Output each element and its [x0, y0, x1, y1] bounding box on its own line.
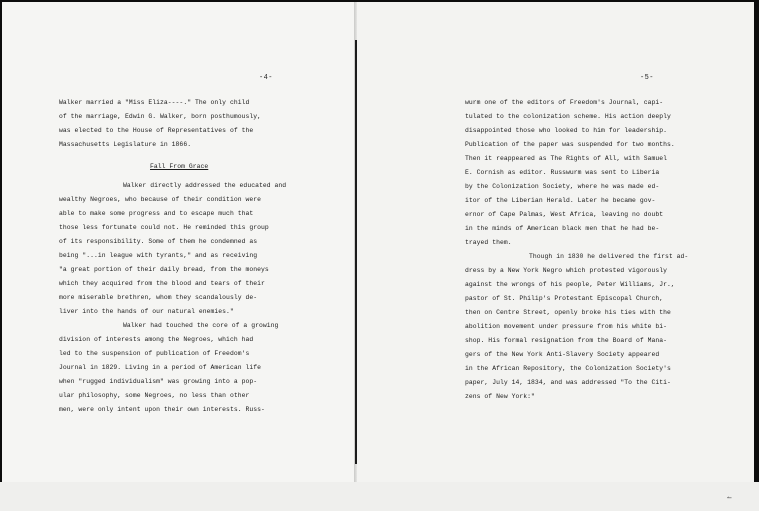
- scan-bottom-band: [0, 482, 759, 511]
- text-line: zens of New York:": [465, 393, 535, 400]
- text-line: more miserable brethren, whom they scandalously de-: [59, 294, 258, 301]
- text-line: led to the suspension of publication of Freedom's: [59, 350, 250, 357]
- book-spread: [2, 2, 754, 482]
- page-number-right: -5-: [640, 74, 654, 82]
- text-line: disappointed those who looked to him for leadership.: [465, 127, 668, 134]
- text-line: ular philosophy, some Negroes, no less than other: [59, 392, 250, 399]
- text-line: Though in 1830 he delivered the first ad-: [529, 253, 689, 260]
- text-line: able to make some progress and to escape much that: [59, 210, 254, 217]
- corner-arrow-icon: ↼: [727, 494, 732, 503]
- text-line: gers of the New York Anti-Slavery Society appeared: [465, 351, 660, 358]
- text-line: shop. His formal resignation from the Board of Mana-: [465, 337, 668, 344]
- text-line: pastor of St. Philip's Protestant Episcopal Church,: [465, 295, 664, 302]
- text-line: dress by a New York Negro which protested vigorously: [465, 267, 668, 274]
- text-line: Walker directly addressed the educated and: [123, 182, 287, 189]
- text-line: when "rugged individualism" was growing into a pop-: [59, 378, 258, 385]
- text-line: paper, July 14, 1834, and was addressed "To the Citi-: [465, 379, 671, 386]
- page-number-left: -4-: [259, 74, 273, 82]
- text-line: abolition movement under pressure from his white bi-: [465, 323, 668, 330]
- text-line: men, were only intent upon their own interests. Russ-: [59, 406, 265, 413]
- text-line: Massachusetts Legislature in 1866.: [59, 141, 192, 148]
- text-line: Journal in 1829. Living in a period of American life: [59, 364, 262, 371]
- text-line: Walker married a "Miss Eliza----." The only child: [59, 99, 250, 106]
- text-line: ernor of Cape Palmas, West Africa, leaving no doubt: [465, 211, 664, 218]
- text-line: Then it reappeared as The Rights of All, with Samuel: [465, 155, 668, 162]
- text-line: against the wrongs of his people, Peter Williams, Jr.,: [465, 281, 675, 288]
- text-line: which they acquired from the blood and tears of their: [59, 280, 265, 287]
- text-line: of the marriage, Edwin G. Walker, born posthumously,: [59, 113, 262, 120]
- text-line: then on Centre Street, openly broke his ties with the: [465, 309, 671, 316]
- text-line: liver into the hands of our natural enemies.": [59, 308, 234, 315]
- text-line: in the minds of American black men that he had be-: [465, 225, 660, 232]
- text-line: was elected to the House of Representatives of the: [59, 127, 254, 134]
- text-line: being "...in league with tyrants," and as receiving: [59, 252, 258, 259]
- text-line: E. Cornish as editor. Russwurm was sent to Liberia: [465, 169, 660, 176]
- text-line: Walker had touched the core of a growing: [123, 322, 279, 329]
- text-line: itor of the Liberian Herald. Later he became gov-: [465, 197, 656, 204]
- text-line: in the African Repository, the Colonization Society's: [465, 365, 671, 372]
- section-heading: Fall From Grace: [150, 163, 209, 170]
- text-line: by the Colonization Society, where he was made ed-: [465, 183, 660, 190]
- text-line: those less fortunate could not. He reminded this group: [59, 224, 269, 231]
- right-page: [357, 2, 754, 482]
- left-page: [2, 2, 354, 482]
- text-line: wurm one of the editors of Freedom's Journal, capi-: [465, 99, 664, 106]
- text-line: "a great portion of their daily bread, from the moneys: [59, 266, 269, 273]
- text-line: Publication of the paper was suspended for two months.: [465, 141, 675, 148]
- text-line: tulated to the colonization scheme. His action deeply: [465, 113, 671, 120]
- text-line: division of interests among the Negroes, which had: [59, 336, 254, 343]
- text-line: of its responsibility. Some of them he condemned as: [59, 238, 258, 245]
- text-line: wealthy Negroes, who because of their condition were: [59, 196, 262, 203]
- text-line: trayed them.: [465, 239, 512, 246]
